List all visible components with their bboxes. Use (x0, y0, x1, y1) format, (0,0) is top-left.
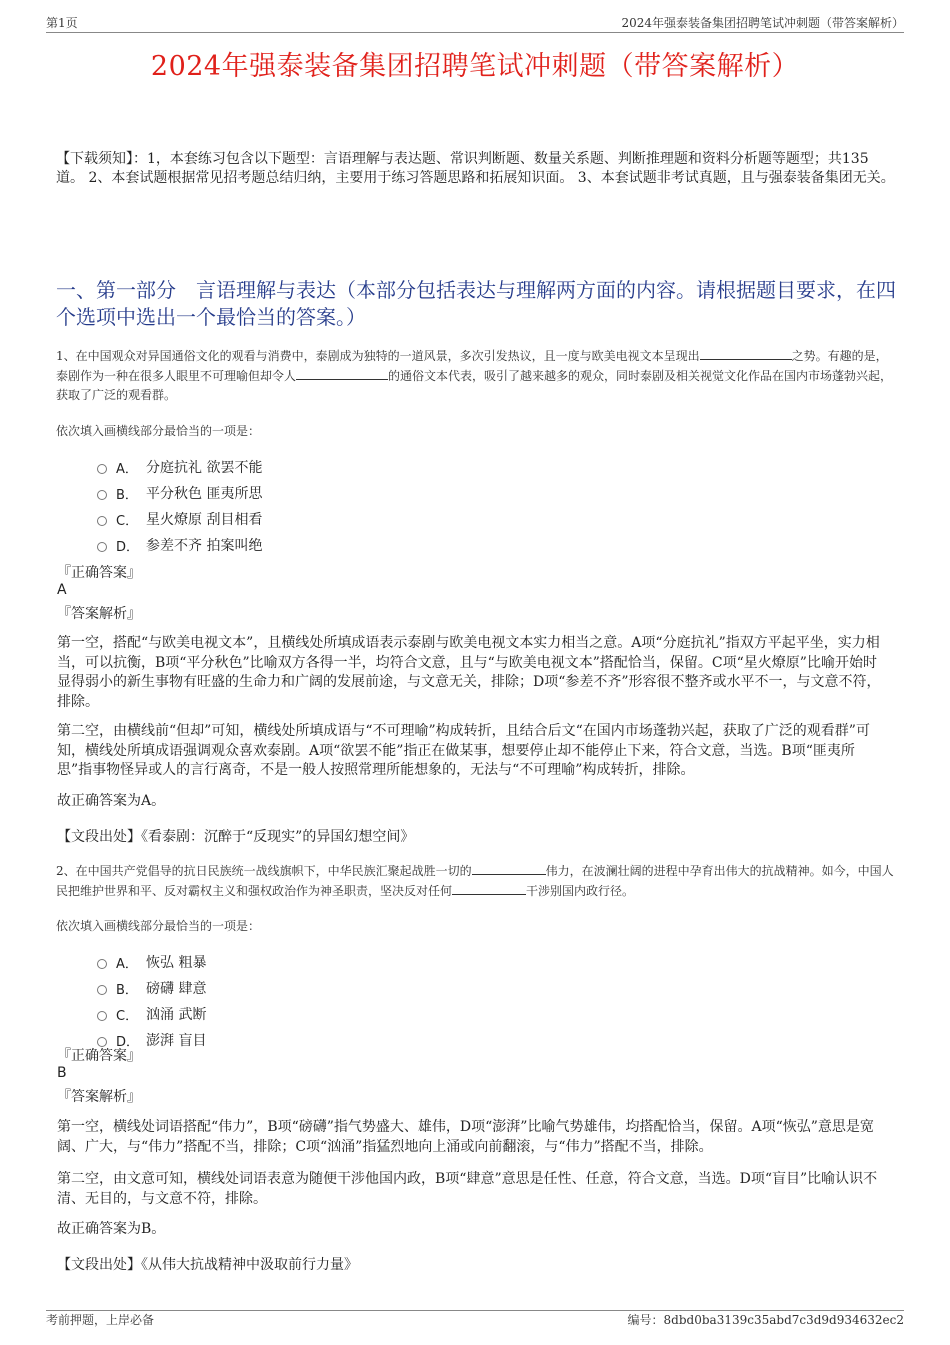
radio-icon[interactable] (97, 490, 107, 500)
question-1-option-d[interactable]: D． 参差不齐 拍案叫绝 (97, 535, 262, 555)
question-2-option-a[interactable]: A． 恢弘 粗暴 (97, 952, 206, 972)
header-page-label: 第1页 (46, 16, 78, 30)
question-1-stem-part2: 之势。有趣的是，泰剧作为一种在很多人眼里不可理喻但却令人 (56, 349, 888, 383)
question-1-stem-part1: 1、在中国观众对异国通俗文化的观看与消费中，泰剧成为独特的一道风景，多次引发热议，且一度与欧美电视文本呈现出 (56, 349, 700, 363)
question-1-analysis-label: 『答案解析』 (57, 606, 141, 622)
question-2-blank-1 (472, 863, 546, 875)
question-2-option-d[interactable]: D． 澎湃 盲目 (97, 1030, 206, 1050)
question-2-answer-label: 『正确答案』 (57, 1048, 141, 1064)
question-2-source: 【文段出处】《从伟大抗战精神中汲取前行力量》 (57, 1257, 358, 1273)
question-1-blank-1 (700, 348, 792, 360)
radio-icon[interactable] (97, 516, 107, 526)
question-1-prompt: 依次填入画横线部分最恰当的一项是： (56, 424, 261, 438)
question-2-stem (56, 862, 898, 901)
question-2-analysis-1: 第一空，横线处词语搭配“伟力”，B项“磅礴”指气势盛大、雄伟，D项“澎湃”比喻气势雄伟，均搭配恰当，保留。A项“恢弘”意思是宽阔、广大，与“伟力”搭配不当，排除；C项“汹涌”指猛烈地向上涌或向前翻滚，与“伟力”搭配不当，排除。 (57, 1119, 874, 1155)
question-1-answer: A (57, 582, 67, 598)
question-2-analysis-2: 第二空，由文意可知，横线处词语表意为随便干涉他国内政，B项“肆意”意思是任性、任意，符合文意，当选。D项“盲目”比喻认识不清、无目的，与文意不符，排除。 (57, 1171, 878, 1207)
footer-doc-id: 编号：8dbd0ba3139c35abd7c3d9d934632ec2 (627, 1313, 904, 1327)
question-1-analysis-2: 第二空，由横线前“但却”可知，横线处所填成语与“不可理喻”构成转折，且结合后文“在国内市场蓬勃兴起，获取了广泛的观看群”可知，横线处所填成语强调观众喜欢泰剧。A项“欲罢不能”指正在做某事，想要停止却不能停止下来，符合文意，当选。B项“匪夷所思”指事物怪异或人的言行离奇，不是一般人按照常理所能想象的，无法与“不可理喻”构成转折，排除。 (57, 723, 870, 778)
question-1-conclusion: 故正确答案为A。 (57, 793, 166, 809)
question-1-stem (56, 347, 898, 406)
header-doc-title: 2024年强泰装备集团招聘笔试冲刺题（带答案解析） (621, 16, 904, 30)
question-1-blank-2 (296, 368, 388, 380)
header-divider (46, 32, 904, 33)
question-1-option-b[interactable]: B． 平分秋色 匪夷所思 (97, 483, 262, 503)
radio-icon[interactable] (97, 985, 107, 995)
radio-icon[interactable] (97, 959, 107, 969)
question-2-prompt: 依次填入画横线部分最恰当的一项是： (56, 919, 261, 933)
page-title: 2024年强泰装备集团招聘笔试冲刺题（带答案解析） (150, 51, 800, 82)
question-2-blank-2 (452, 883, 526, 895)
download-notice: 【下载须知】：1，本套练习包含以下题型：言语理解与表达题、常识判断题、数量关系题、判断推理题和资料分析题等题型；共135道。 2、本套试题根据常见招考题总结归纳，主要用于练习答题思路和拓展知识面。 3、本套试题非考试真题，且与强泰装备集团无关。 (56, 151, 895, 186)
question-1-option-a[interactable]: A． 分庭抗礼 欲罢不能 (97, 457, 262, 477)
radio-icon[interactable] (97, 542, 107, 552)
question-1-option-c[interactable]: C． 星火燎原 刮目相看 (97, 509, 262, 529)
question-2-stem-part2: 伟力，在波澜壮阔的进程中孕育出伟大的抗战精神。如今，中国人民把维护世界和平、反对霸权主义和强权政治作为神圣职责，坚决反对任何 (56, 864, 894, 898)
question-1-source: 【文段出处】《看泰剧：沉醉于“反现实”的异国幻想空间》 (57, 829, 415, 845)
question-1-stem-part3: 的通俗文本代表，吸引了越来越多的观众，同时泰剧及相关视觉文化作品在国内市场蓬勃兴起，获取了广泛的观看群。 (56, 368, 893, 402)
question-2-answer: B (57, 1065, 67, 1081)
footer-slogan: 考前押题，上岸必备 (46, 1313, 155, 1327)
question-2-stem-part1: 2、在中国共产党倡导的抗日民族统一战线旗帜下，中华民族汇聚起战胜一切的 (56, 864, 472, 878)
question-1-answer-label: 『正确答案』 (57, 565, 141, 581)
question-2-option-b[interactable]: B． 磅礴 肆意 (97, 978, 206, 998)
question-1-analysis-1: 第一空，搭配“与欧美电视文本”，且横线处所填成语表示泰剧与欧美电视文本实力相当之意。A项“分庭抗礼”指双方平起平坐，实力相当，可以抗衡，B项“平分秋色”比喻双方各得一半，均符合文意，且与“与欧美电视文本”搭配恰当，保留。C项“星火燎原”比喻开始时显得弱小的新生事物有旺盛的生命力和广阔的发展前途，与文意无关，排除；D项“参差不齐”形容很不整齐或水平不一，与文意不符，排除。 (57, 635, 881, 710)
question-2-stem-part3: 干涉别国内政行径。 (526, 883, 635, 898)
question-2-option-c[interactable]: C． 汹涌 武断 (97, 1004, 206, 1024)
radio-icon[interactable] (97, 1011, 107, 1021)
question-2-conclusion: 故正确答案为B。 (57, 1221, 166, 1237)
radio-icon[interactable] (97, 464, 107, 474)
question-2-analysis-label: 『答案解析』 (57, 1089, 141, 1105)
section-heading: 一、第一部分 言语理解与表达（本部分包括表达与理解两方面的内容。请根据题目要求，在四个选项中选出一个最恰当的答案。） (56, 278, 896, 329)
